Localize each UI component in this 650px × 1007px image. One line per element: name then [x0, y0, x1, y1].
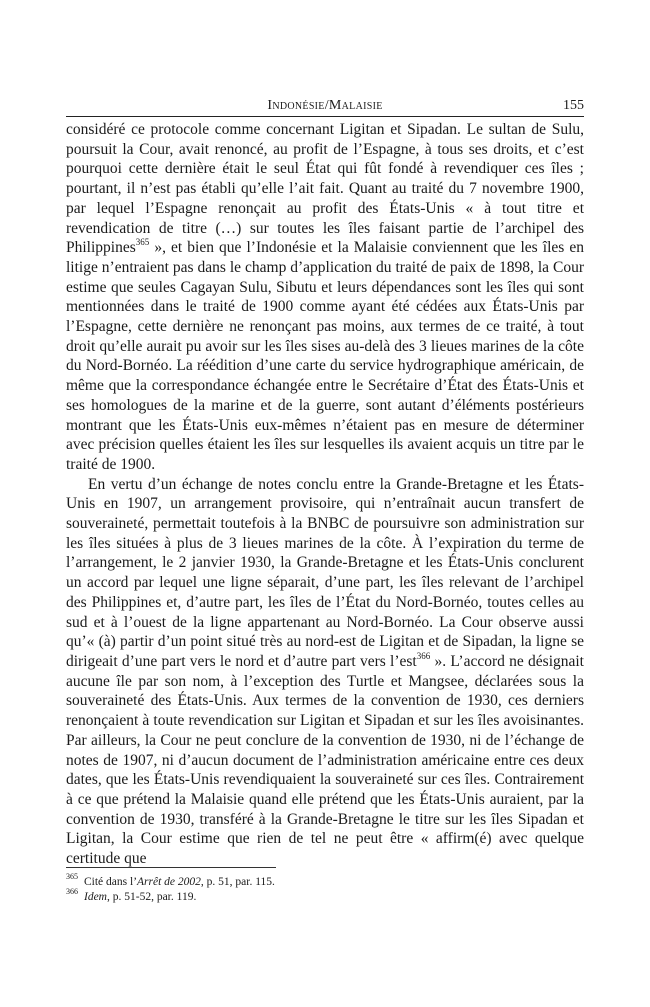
paragraph-text: En vertu d’un échange de notes conclu entre la Grande-Bretagne et les États-Unis en 1907, un arrangement provisoire, qui n’entraînait aucun transfert de souveraineté, permettait toutefois à la BNBC de poursuivre son administration sur les îles situées à plus de 3 lieues marines de la côte. À l’expiration du terme de l’arrangement, le 2 janvier 1930, la Grande-Bretagne et les États-Unis conclurent un accord par lequel une ligne séparait, d’une part, les îles relevant de l’archipel des Philippines et, d’autre part, les îles de l’État du Nord-Bornéo, toutes celles au sud et à l’ouest de la ligne appartenant au Nord-Bornéo. La Cour observe aussi qu’« (à) partir d’un point situé très au nord-est de Ligitan et de Sipadan, la ligne se dirigeait d’une part vers le nord et d’autre part vers l’est: [66, 475, 584, 670]
footnote-ref-366: 366: [416, 650, 431, 661]
paragraph: [66, 120, 584, 475]
paragraph-text: », et bien que l’Indonésie et la Malaisie conviennent que les îles en litige n’entraient pas dans le champ d’application du traité de paix de 1898, la Cour estime que seules Cagayan Sulu, Sibutu et leurs dépendances sont les îles qui sont mentionnées dans le traité de 1900 comme ayant été cédées aux États-Unis par l’Espagne, cette dernière ne renonçant pas moins, aux termes de ce traité, à tout droit qu’elle aurait pu avoir sur les îles sises au-delà des 3 lieues marines de la côte du Nord-Bornéo. La réédition d’une carte du service hydrographique américain, de même que la correspondance échangée entre le Secrétaire d’État des États-Unis et ses homologues de la marine et de la guerre, sont autant d’éléments postérieurs montrant que les États-Unis eux-mêmes n’étaient pas en mesure de déterminer avec précision quelles étaient les îles sur lesquelles ils avaient acquis un titre par le traité de 1900.: [66, 239, 584, 473]
header-rule: [66, 116, 584, 117]
running-title: Indonésie/Malaisie: [267, 98, 383, 113]
footnote-ref-365: 365: [135, 237, 150, 248]
footnote-365: [66, 872, 584, 890]
footnote-citation: Arrêt de 2002: [137, 876, 201, 888]
paragraph-text: considéré ce protocole comme concernant Ligitan et Sipadan. Le sultan de Sulu, poursuit la Cour, avait renoncé, au profit de l’Espagne, à tous ses droits, et c’est pourquoi cette dernière était le seul État qui fût fondé à revendiquer ces îles ; pourtant, il n’est pas établi qu’elle l’ait fait. Quant au traité du 7 novembre 1900, par lequel l’Espagne renonçait au profit des États-Unis « à tout titre et revendication de titre (…) sur toutes les îles faisant partie de l’archipel des Philippines: [66, 121, 584, 257]
paragraph: [66, 475, 584, 869]
body-text: [66, 120, 584, 869]
footnote-text: , p. 51-52, par. 119.: [107, 890, 197, 903]
footnote-text: Cité dans l’: [84, 876, 138, 888]
footnote-text: , p. 51, par. 115.: [200, 876, 275, 888]
paragraph-text: ». L’accord ne désignait aucune île par son nom, à l’exception des Turtle et Mangsee, déclarées sous la souveraineté des États-Unis. Aux termes de la convention de 1930, ces derniers renonçaient à toute revendication sur Ligitan et Sipadan et sur les îles avoisinantes. Par ailleurs, la Cour ne peut conclure de la convention de 1930, ni de l’échange de notes de 1907, ni d’aucun document de l’administration américaine entre ces deux dates, que les États-Unis revendiquaient la souveraineté sur ces îles. Contrairement à ce que prétend la Malaisie quand elle prétend que les États-Unis auraient, par la convention de 1930, transféré à la Grande-Bretagne le titre sur les îles Sipadan et Ligitan, la Cour estime que rien de tel ne peut être « affirm(é) avec quelque certitude que: [66, 652, 584, 868]
footnote-citation: Idem: [84, 890, 107, 903]
footnotes: [66, 872, 584, 904]
footnote-number: 365: [66, 872, 78, 882]
running-header: [66, 96, 584, 116]
footnote-366: [66, 886, 584, 905]
footnote-rule: [66, 867, 276, 868]
footnote-number: 366: [66, 886, 78, 896]
page-number: 155: [563, 98, 584, 113]
